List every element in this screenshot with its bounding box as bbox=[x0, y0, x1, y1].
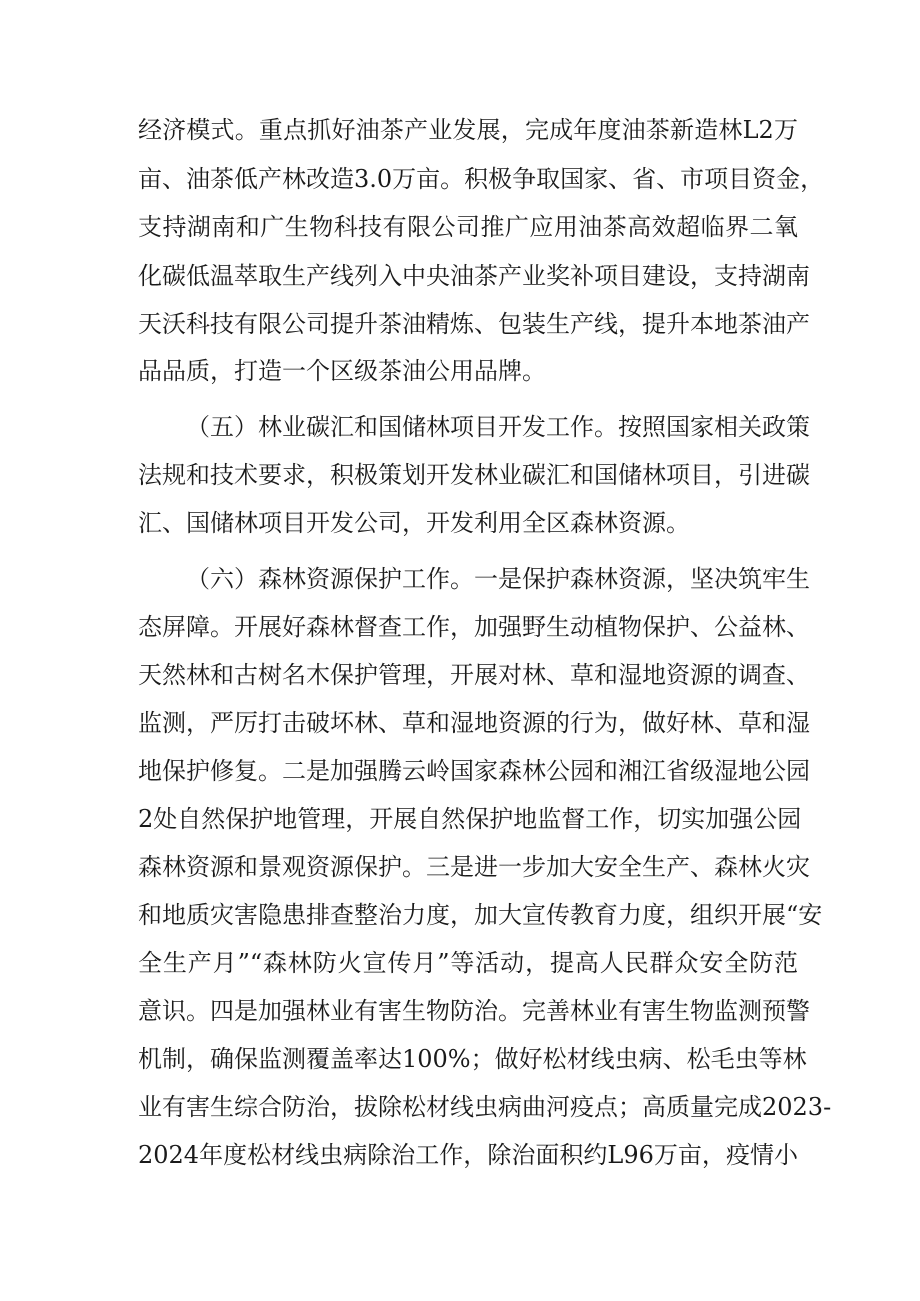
paragraph-3-line-1: （六）森林资源保护工作。一是保护森林资源，坚决筑牢生 bbox=[186, 565, 810, 593]
paragraph-3-line-9: 全生产月”“森林防火宣传月”等活动，提高人民群众安全防范 bbox=[138, 949, 798, 977]
paragraph-3-line-8: 和地质灾害隐患排查整治力度，加大宣传教育力度，组织开展“安 bbox=[138, 901, 823, 929]
paragraph-3-line-10: 意识。四是加强林业有害生物防治。完善林业有害生物监测预警 bbox=[138, 997, 810, 1025]
paragraph-2-line-2: 法规和技术要求，积极策划开发林业碳汇和国储林项目，引进碳 bbox=[138, 461, 810, 489]
paragraph-1-line-3: 支持湖南和广生物科技有限公司推广应用油茶高效超临界二氧 bbox=[138, 213, 798, 241]
paragraph-1-line-6: 品品质，打造一个区级茶油公用品牌。 bbox=[138, 357, 546, 385]
paragraph-3-line-5: 地保护修复。二是加强腾云岭国家森林公园和湘江省级湿地公园 bbox=[138, 757, 810, 785]
paragraph-1-line-1: 经济模式。重点抓好油茶产业发展，完成年度油茶新造林L2万 bbox=[138, 116, 798, 144]
paragraph-1-line-5: 天沃科技有限公司提升茶油精炼、包装生产线，提升本地茶油产 bbox=[138, 310, 810, 338]
paragraph-1-line-2: 亩、油茶低产林改造3.0万亩。积极争取国家、省、市项目资金， bbox=[138, 165, 825, 193]
paragraph-2-line-3: 汇、国储林项目开发公司，开发利用全区森林资源。 bbox=[138, 509, 690, 537]
paragraph-3-line-12: 业有害生综合防治，拔除松材线虫病曲河疫点；高质量完成2023- bbox=[138, 1093, 832, 1121]
paragraph-2-line-1: （五）林业碳汇和国储林项目开发工作。按照国家相关政策 bbox=[186, 413, 810, 441]
paragraph-3-line-6: 2处自然保护地管理，开展自然保护地监督工作，切实加强公园 bbox=[138, 805, 802, 833]
paragraph-3-line-2: 态屏障。开展好森林督查工作，加强野生动植物保护、公益林、 bbox=[138, 613, 810, 641]
paragraph-3-line-4: 监测，严厉打击破坏林、草和湿地资源的行为，做好林、草和湿 bbox=[138, 709, 810, 737]
paragraph-3-line-13: 2024年度松材线虫病除治工作，除治面积约L96万亩，疫情小 bbox=[138, 1141, 798, 1169]
paragraph-1-line-4: 化碳低温萃取生产线列入中央油茶产业奖补项目建设，支持湖南 bbox=[138, 262, 810, 290]
paragraph-3-line-7: 森林资源和景观资源保护。三是进一步加大安全生产、森林火灾 bbox=[138, 853, 810, 881]
paragraph-3-line-3: 天然林和古树名木保护管理，开展对林、草和湿地资源的调查、 bbox=[138, 661, 810, 689]
paragraph-3-line-11: 机制，确保监测覆盖率达100%；做好松材线虫病、松毛虫等林 bbox=[138, 1045, 807, 1073]
